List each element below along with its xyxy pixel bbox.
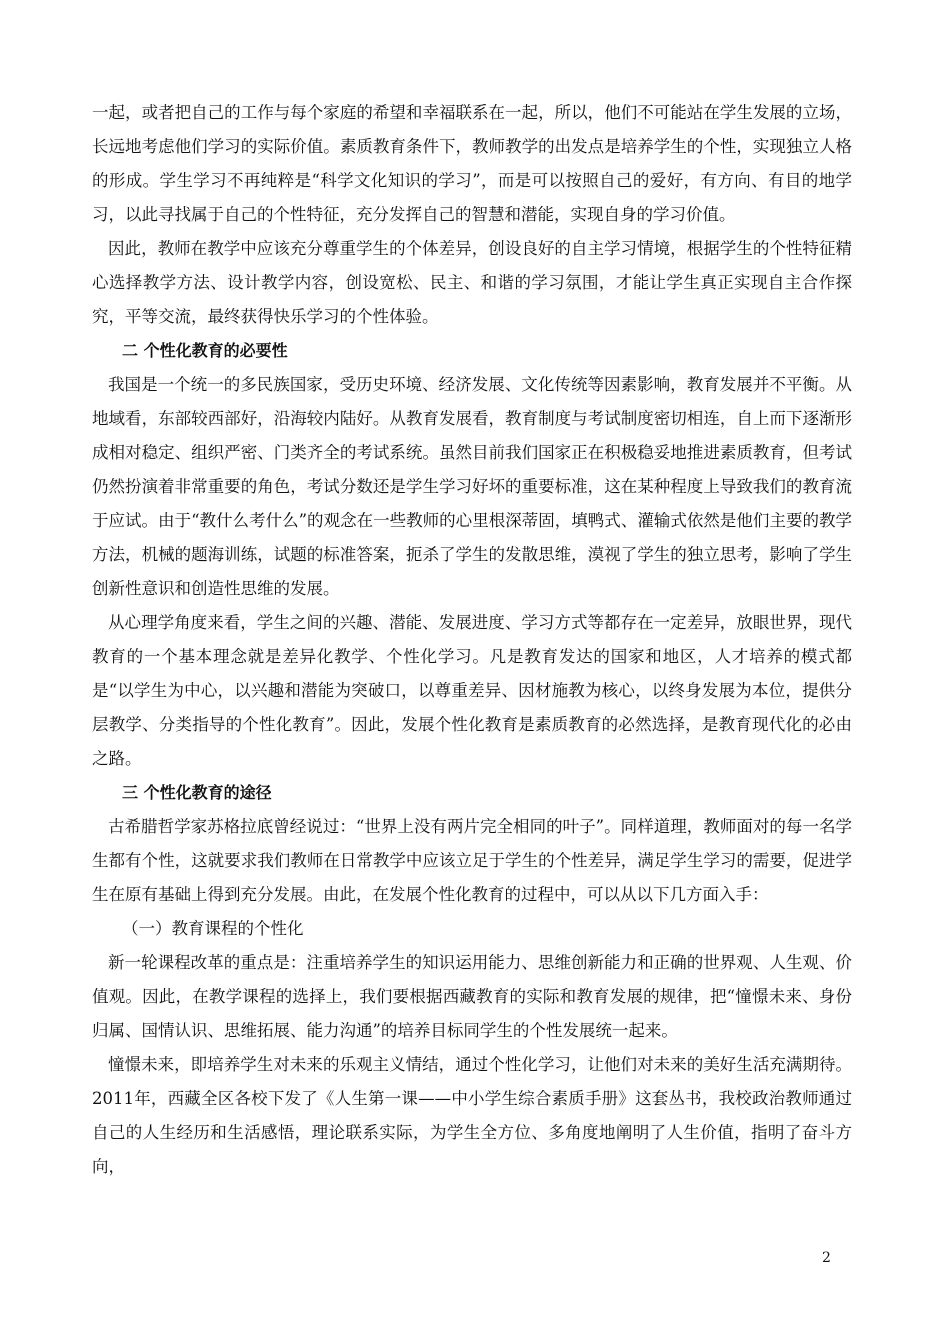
page-body [92,96,852,1184]
paragraph-respect-differences: 因此，教师在教学中应该充分尊重学生的个体差异，创设良好的自主学习情境，根据学生的个性特征精心选择教学方法、设计教学内容，创设宽松、民主、和谐的学习氛围，才能让学生真正实现自主合作探究，平等交流，最终获得快乐学习的个性体验。 [92,239,852,326]
paragraph-national-context: 我国是一个统一的多民族国家，受历史环境、经济发展、文化传统等因素影响，教育发展并不平衡。从地域看，东部较西部好，沿海较内陆好。从教育发展看，教育制度与考试制度密切相连，自上而下逐渐形成相对稳定、组织严密、门类齐全的考试系统。虽然目前我们国家正在积极稳妥地推进素质教育，但考试仍然扮演着非常重要的角色，考试分数还是学生学习好坏的重要标准，这在某种程度上导致我们的教育流于应试。由于“教什么考什么”的观念在一些教师的心里根深蒂固，填鸭式、灌输式依然是他们主要的教学方法，机械的题海训练，试题的标准答案，扼杀了学生的发散思维，漠视了学生的独立思考，影响了学生创新性意识和创造性思维的发展。 [92,375,852,598]
subsection-heading-curriculum: （一）教育课程的个性化 [122,919,304,938]
paragraph-future-vision: 憧憬未来，即培养学生对未来的乐观主义情结，通过个性化学习，让他们对未来的美好生活充满期待。2011年，西藏全区各校下发了《人生第一课——中小学生综合素质手册》这套丛书，我校政治教师通过自己的人生经历和生活感悟，理论联系实际，为学生全方位、多角度地阐明了人生价值，指明了奋斗方向， [92,1055,852,1176]
paragraph-continuation: 一起，或者把自己的工作与每个家庭的希望和幸福联系在一起，所以，他们不可能站在学生发展的立场，长远地考虑他们学习的实际价值。素质教育条件下，教师教学的出发点是培养学生的个性，实现独立人格的形成。学生学习不再纯粹是“科学文化知识的学习”，而是可以按照自己的爱好，有方向、有目的地学习，以此寻找属于自己的个性特征，充分发挥自己的智慧和潜能，实现自身的学习价值。 [92,103,852,224]
section-heading-approaches: 三 个性化教育的途径 [122,783,272,802]
paragraph-psychology: 从心理学角度来看，学生之间的兴趣、潜能、发展进度、学习方式等都存在一定差异，放眼世界，现代教育的一个基本理念就是差异化教学、个性化学习。凡是教育发达的国家和地区，人才培养的模式都是“以学生为中心，以兴趣和潜能为突破口，以尊重差异、因材施教为核心，以终身发展为本位，提供分层教学、分类指导的个性化教育”。因此，发展个性化教育是素质教育的必然选择，是教育现代化的必由之路。 [92,613,852,768]
page-number: 2 [822,1250,831,1266]
section-heading-necessity: 二 个性化教育的必要性 [122,341,288,360]
paragraph-socrates: 古希腊哲学家苏格拉底曾经说过：“世界上没有两片完全相同的叶子”。同样道理，教师面对的每一名学生都有个性，这就要求我们教师在日常教学中应该立足于学生的个性差异，满足学生学习的需要，促进学生在原有基础上得到充分发展。由此，在发展个性化教育的过程中，可以从以下几方面入手： [92,817,852,904]
paragraph-curriculum-reform: 新一轮课程改革的重点是：注重培养学生的知识运用能力、思维创新能力和正确的世界观、人生观、价值观。因此，在教学课程的选择上，我们要根据西藏教育的实际和教育发展的规律，把“憧憬未来、身份归属、国情认识、思维拓展、能力沟通”的培养目标同学生的个性发展统一起来。 [92,953,852,1040]
